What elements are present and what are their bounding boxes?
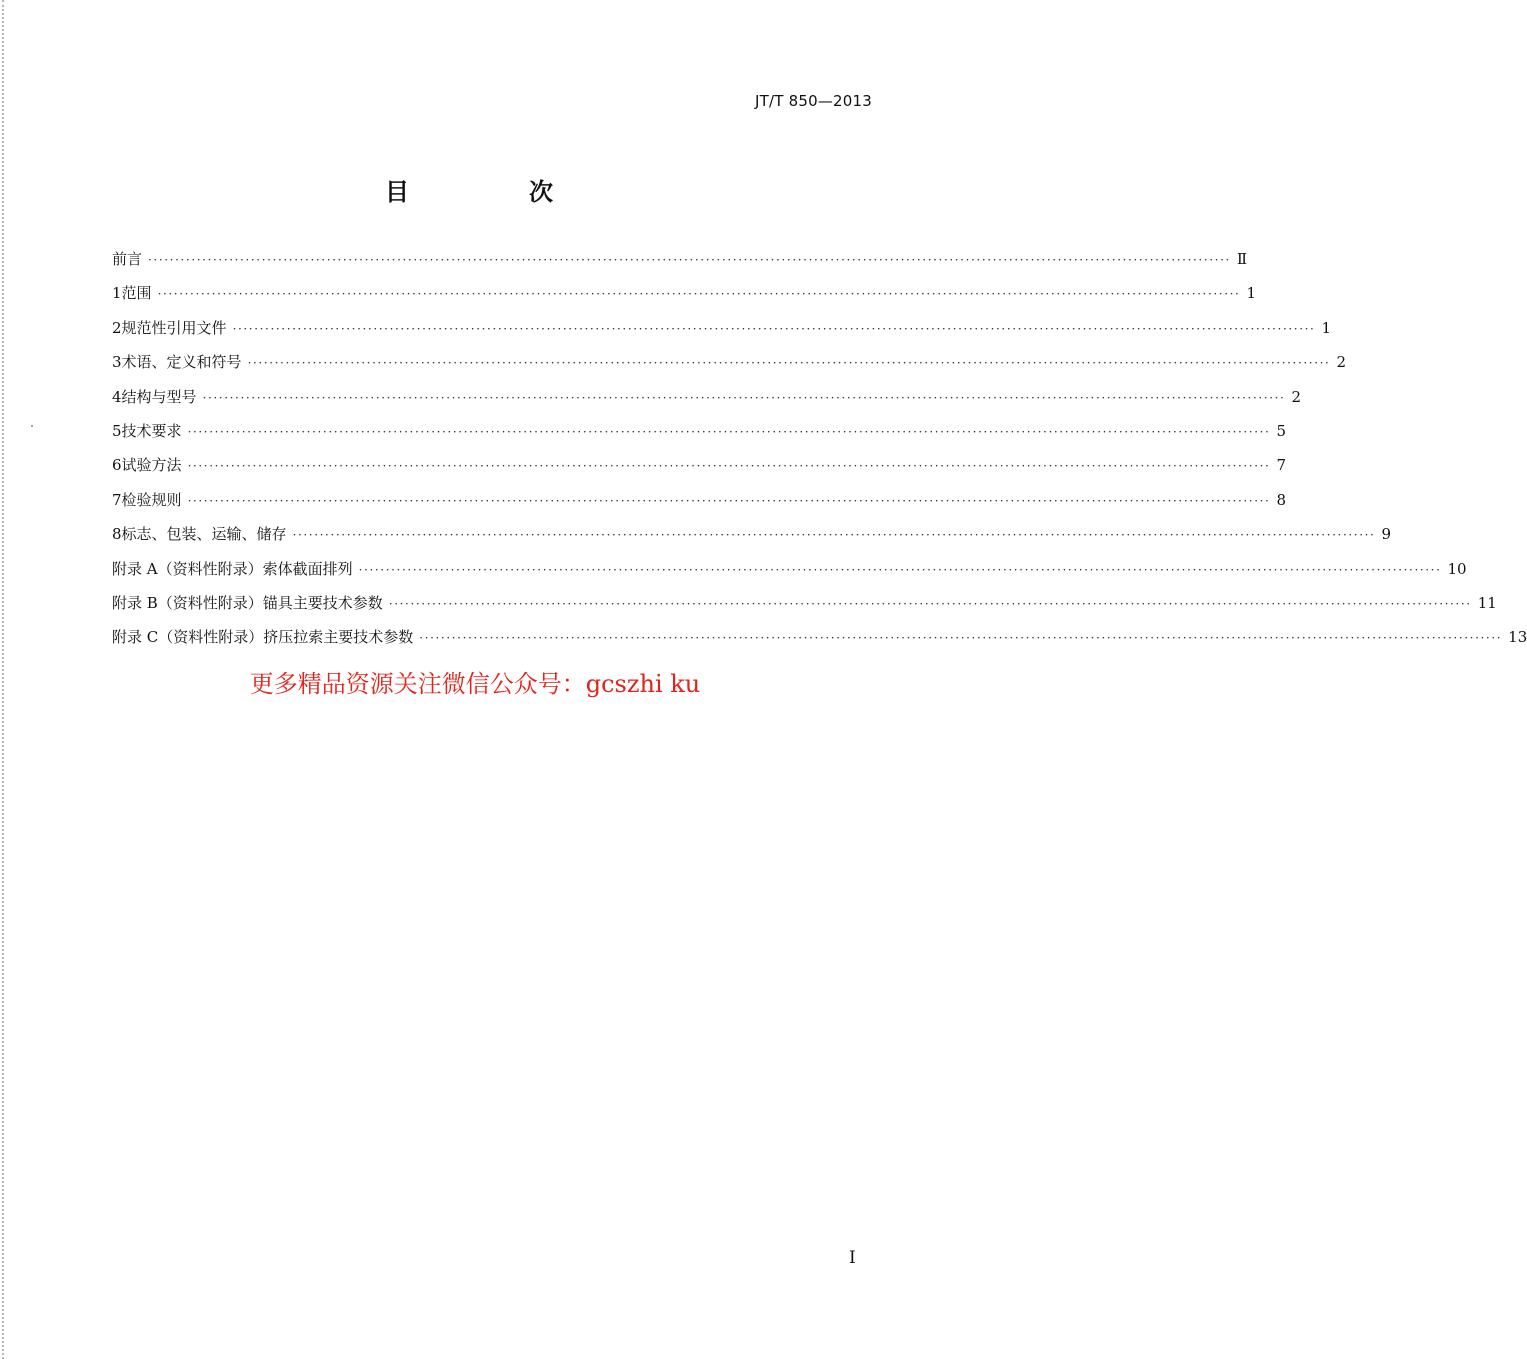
toc-entry-label: 范围 xyxy=(121,284,152,303)
toc-entry-6[interactable] xyxy=(112,454,1286,488)
toc-entry-2[interactable] xyxy=(112,317,1331,351)
toc-entry-label: 规范性引用文件 xyxy=(121,318,227,337)
toc-entry-page: 1 xyxy=(1321,318,1331,337)
toc-entry-label: 试验方法 xyxy=(121,456,182,475)
toc-entry-label: 附录 A（资料性附录） xyxy=(112,559,263,578)
page-number: I xyxy=(849,1248,856,1268)
table-of-contents xyxy=(112,248,1527,661)
toc-leader-dots: ········································································································································································································ xyxy=(148,253,1231,267)
toc-entry-page: 1 xyxy=(1246,284,1256,303)
toc-entry-label: 标志、包装、运输、储存 xyxy=(121,525,287,544)
toc-entry-subtitle: 锚具主要技术参数 xyxy=(262,593,383,612)
toc-entry-number: 8 xyxy=(112,525,122,544)
toc-leader-dots: ········································································································································································································ xyxy=(388,596,1472,611)
toc-entry-label: 技术要求 xyxy=(121,421,182,440)
toc-entry-page: 2 xyxy=(1291,387,1301,406)
toc-entry-page: 11 xyxy=(1477,593,1497,612)
promo-banner-text: 更多精品资源关注微信公众号：gcszhi ku xyxy=(249,670,701,698)
toc-entry-page: 5 xyxy=(1276,421,1286,440)
toc-entry-annex-a[interactable] xyxy=(112,558,1467,592)
toc-leader-dots: ········································································································································································································ xyxy=(292,528,1376,543)
toc-entry-label: 前言 xyxy=(112,250,143,268)
document-code: JT/T 850—2013 xyxy=(755,92,872,110)
toc-entry-3[interactable] xyxy=(112,351,1346,385)
toc-leader-dots: ········································································································································································································ xyxy=(247,356,1331,371)
toc-entry-page: 7 xyxy=(1276,456,1286,475)
toc-entry-label: 术语、定义和符号 xyxy=(121,353,242,372)
toc-entry-1[interactable] xyxy=(112,282,1256,316)
scan-speck xyxy=(31,425,33,427)
toc-entry-label: 检验规则 xyxy=(121,490,182,509)
toc-entry-page: Ⅱ xyxy=(1236,250,1248,268)
toc-entry-label: 结构与型号 xyxy=(121,387,197,406)
toc-leader-dots: ········································································································································································································ xyxy=(187,459,1271,474)
toc-entry-label: 附录 B（资料性附录） xyxy=(112,593,263,612)
toc-entry-foreword[interactable] xyxy=(112,248,1248,282)
toc-leader-dots: ········································································································································································································ xyxy=(187,493,1271,508)
toc-entry-annex-b[interactable] xyxy=(112,592,1497,626)
toc-entry-page: 13 xyxy=(1508,628,1527,647)
toc-entry-label: 附录 C（资料性附录） xyxy=(112,628,264,647)
toc-entry-number: 5 xyxy=(112,421,122,440)
toc-entry-number: 7 xyxy=(112,490,122,509)
toc-entry-subtitle: 索体截面排列 xyxy=(262,559,353,578)
toc-entry-7[interactable] xyxy=(112,489,1286,523)
toc-title: 目 次 xyxy=(385,178,601,206)
toc-leader-dots: ········································································································································································································ xyxy=(202,390,1286,405)
toc-entry-4[interactable] xyxy=(112,386,1301,420)
toc-entry-page: 8 xyxy=(1276,490,1286,509)
toc-leader-dots: ········································································································································································································ xyxy=(187,424,1271,439)
toc-entry-page: 9 xyxy=(1381,525,1391,544)
toc-entry-page: 2 xyxy=(1336,353,1346,372)
toc-entry-number: 4 xyxy=(112,387,122,406)
toc-entry-number: 2 xyxy=(112,318,122,337)
toc-entry-page: 10 xyxy=(1447,559,1467,578)
toc-entry-5[interactable] xyxy=(112,420,1286,454)
toc-entry-number: 6 xyxy=(112,456,122,475)
toc-leader-dots: ········································································································································································································ xyxy=(157,287,1241,302)
toc-entry-subtitle: 挤压拉索主要技术参数 xyxy=(263,628,414,647)
toc-entry-number: 1 xyxy=(112,284,122,303)
toc-entry-number: 3 xyxy=(112,353,122,372)
toc-entry-8[interactable] xyxy=(112,523,1391,557)
toc-leader-dots: ········································································································································································································ xyxy=(358,562,1442,577)
toc-entry-annex-c[interactable] xyxy=(112,626,1527,660)
toc-leader-dots: ········································································································································································································ xyxy=(419,631,1503,646)
toc-leader-dots: ········································································································································································································ xyxy=(232,321,1316,336)
